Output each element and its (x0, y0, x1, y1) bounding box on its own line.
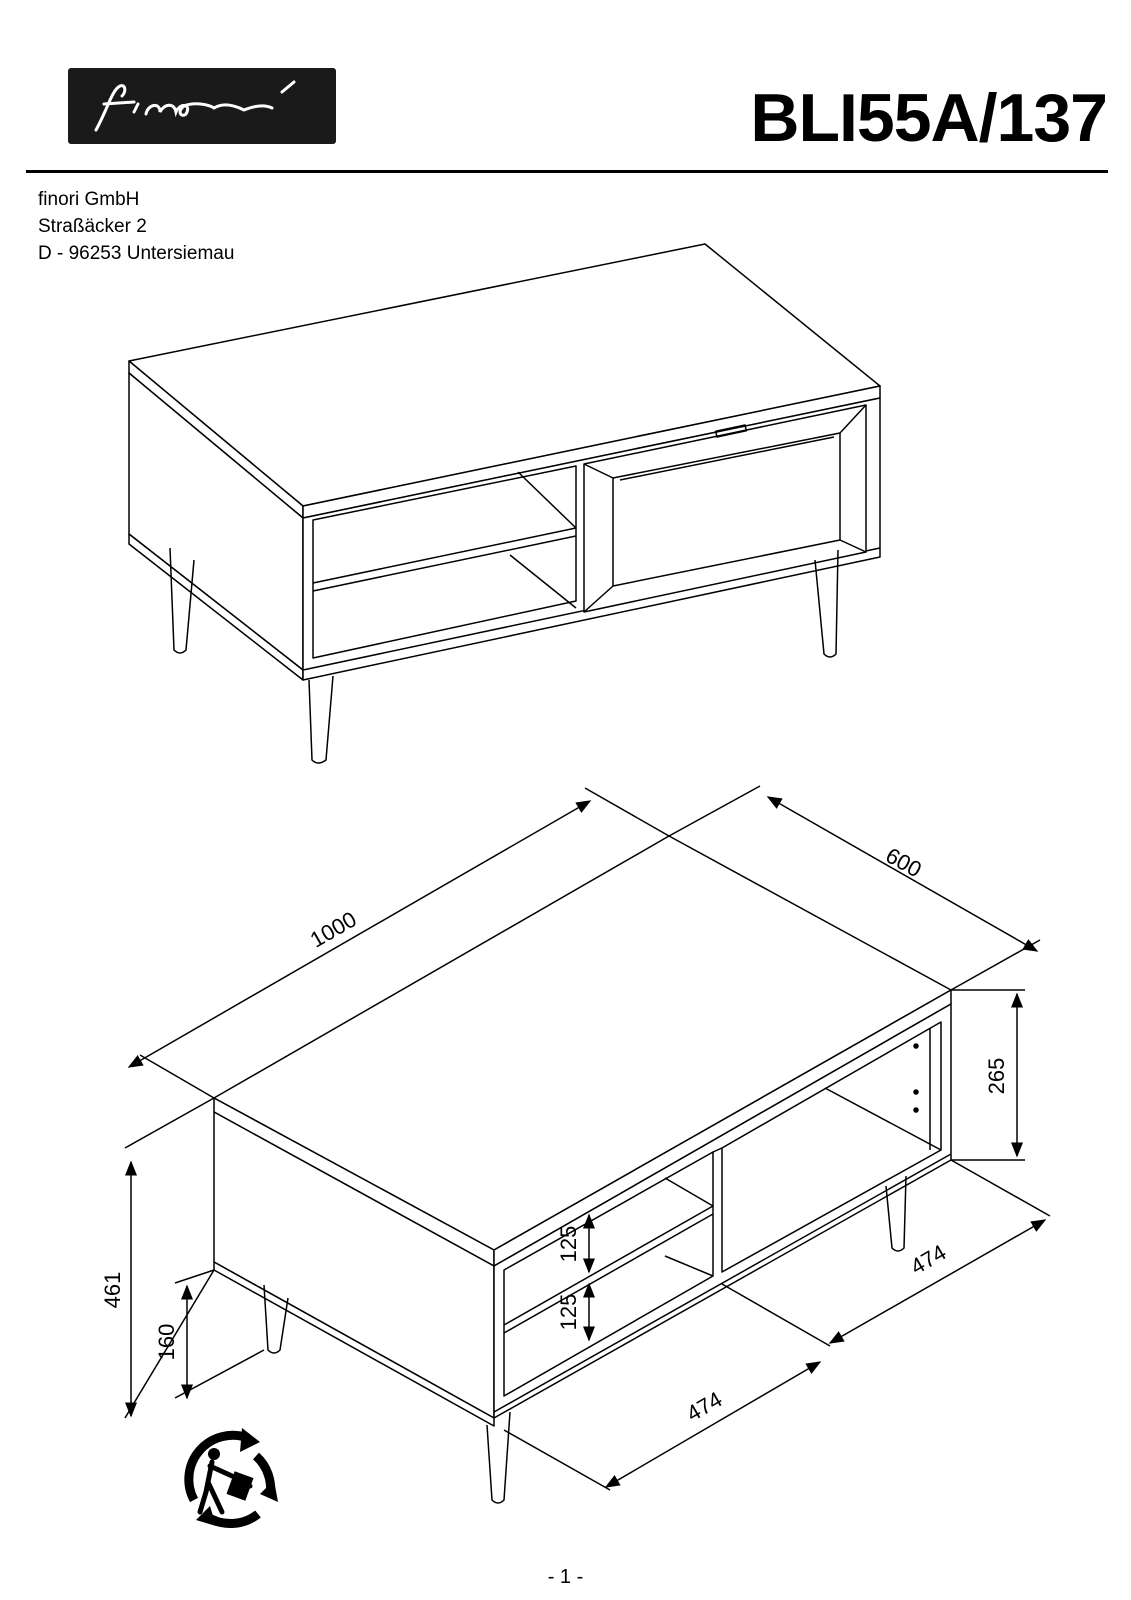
company-city: D - 96253 Untersiemau (38, 243, 235, 264)
dim-label-compartment-top: 125 (556, 1225, 581, 1263)
model-number: BLI55A/137 (750, 80, 1107, 156)
company-name: finori GmbH (38, 189, 140, 210)
dim-line-474-side (830, 1220, 1045, 1343)
dim-label-length: 1000 (305, 906, 361, 953)
dim-label-total-height: 461 (100, 1271, 125, 1309)
table-perspective-view (129, 244, 880, 763)
dim-label-compartment-bottom: 125 (556, 1293, 581, 1331)
company-street: Straßäcker 2 (38, 216, 147, 237)
page-number: - 1 - (547, 1566, 584, 1588)
dim-label-width-side: 474 (906, 1239, 951, 1280)
recycling-disposal-icon (189, 1428, 278, 1526)
table-dimension-view (125, 786, 1050, 1503)
dim-label-leg-height: 160 (154, 1323, 179, 1361)
dim-label-shelf-height: 265 (984, 1057, 1009, 1095)
dim-line-474-front (606, 1362, 820, 1487)
dim-label-depth: 600 (881, 842, 926, 883)
dim-label-width-front: 474 (682, 1386, 727, 1427)
